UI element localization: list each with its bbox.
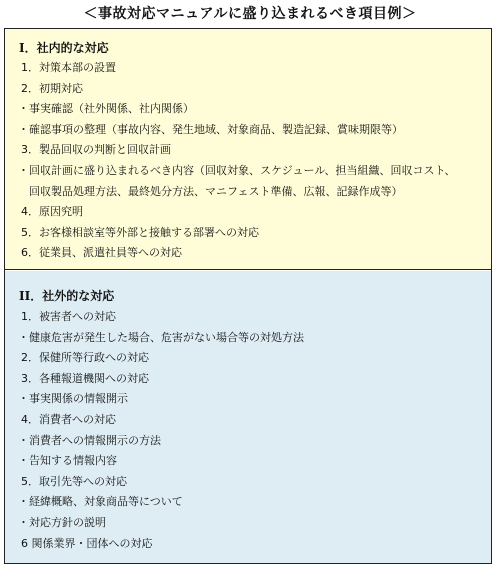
list-item: 1．被害者への対応 — [21, 310, 116, 323]
page-title: ＜事故対応マニュアルに盛り込まれるべき項目例＞ — [83, 6, 417, 22]
section-internal-response — [5, 29, 491, 270]
list-item: ・対応方針の説明 — [18, 515, 106, 529]
list-item: ・経緯概略、対象商品等について — [18, 495, 183, 509]
list-item: 3．各種報道機関への対応 — [21, 371, 149, 385]
list-item: ・確認事項の整理（事故内容、発生地域、対象商品、製造記録、賞味期限等） — [18, 122, 403, 136]
list-item: 5．お客様相談室等外部と接触する部署への対応 — [21, 225, 259, 239]
item-list — [5, 58, 491, 264]
list-item: ・事実確認（社外関係、社内関係） — [18, 102, 194, 116]
list-item: 4．消費者への対応 — [21, 412, 116, 426]
list-item: 6．従業員、派遣社員等への対応 — [21, 246, 182, 260]
section-external-response — [5, 271, 491, 563]
section-heading: II．社外的な対応 — [19, 289, 115, 303]
list-item: 4．原因究明 — [21, 205, 83, 219]
list-item: 3．製品回収の判断と回収計画 — [21, 143, 171, 157]
list-item: ・告知する情報内容 — [18, 454, 117, 468]
list-item: ・消費者への情報開示の方法 — [18, 433, 161, 447]
manual-items-box — [4, 28, 492, 564]
list-item: 2．保健所等行政への対応 — [21, 351, 149, 365]
list-item: ・健康危害が発生した場合、危害がない場合等の対処方法 — [18, 330, 304, 344]
section-heading: I．社内的な対応 — [19, 41, 109, 55]
list-item: 5．取引先等への対応 — [21, 474, 127, 488]
list-item: 1．対策本部の設置 — [21, 61, 116, 74]
list-item: ・事実関係の情報開示 — [18, 392, 128, 406]
item-list — [5, 307, 491, 554]
list-item: 回収製品処理方法、最終処分方法、マニフェスト準備、広報、記録作成等） — [29, 184, 403, 198]
list-item: 6 関係業界・団体への対応 — [21, 536, 153, 550]
list-item: 2．初期対応 — [21, 81, 83, 95]
list-item: ・回収計画に盛り込まれるべき内容（回収対象、スケジュール、担当組織、回収コスト、 — [18, 163, 456, 177]
